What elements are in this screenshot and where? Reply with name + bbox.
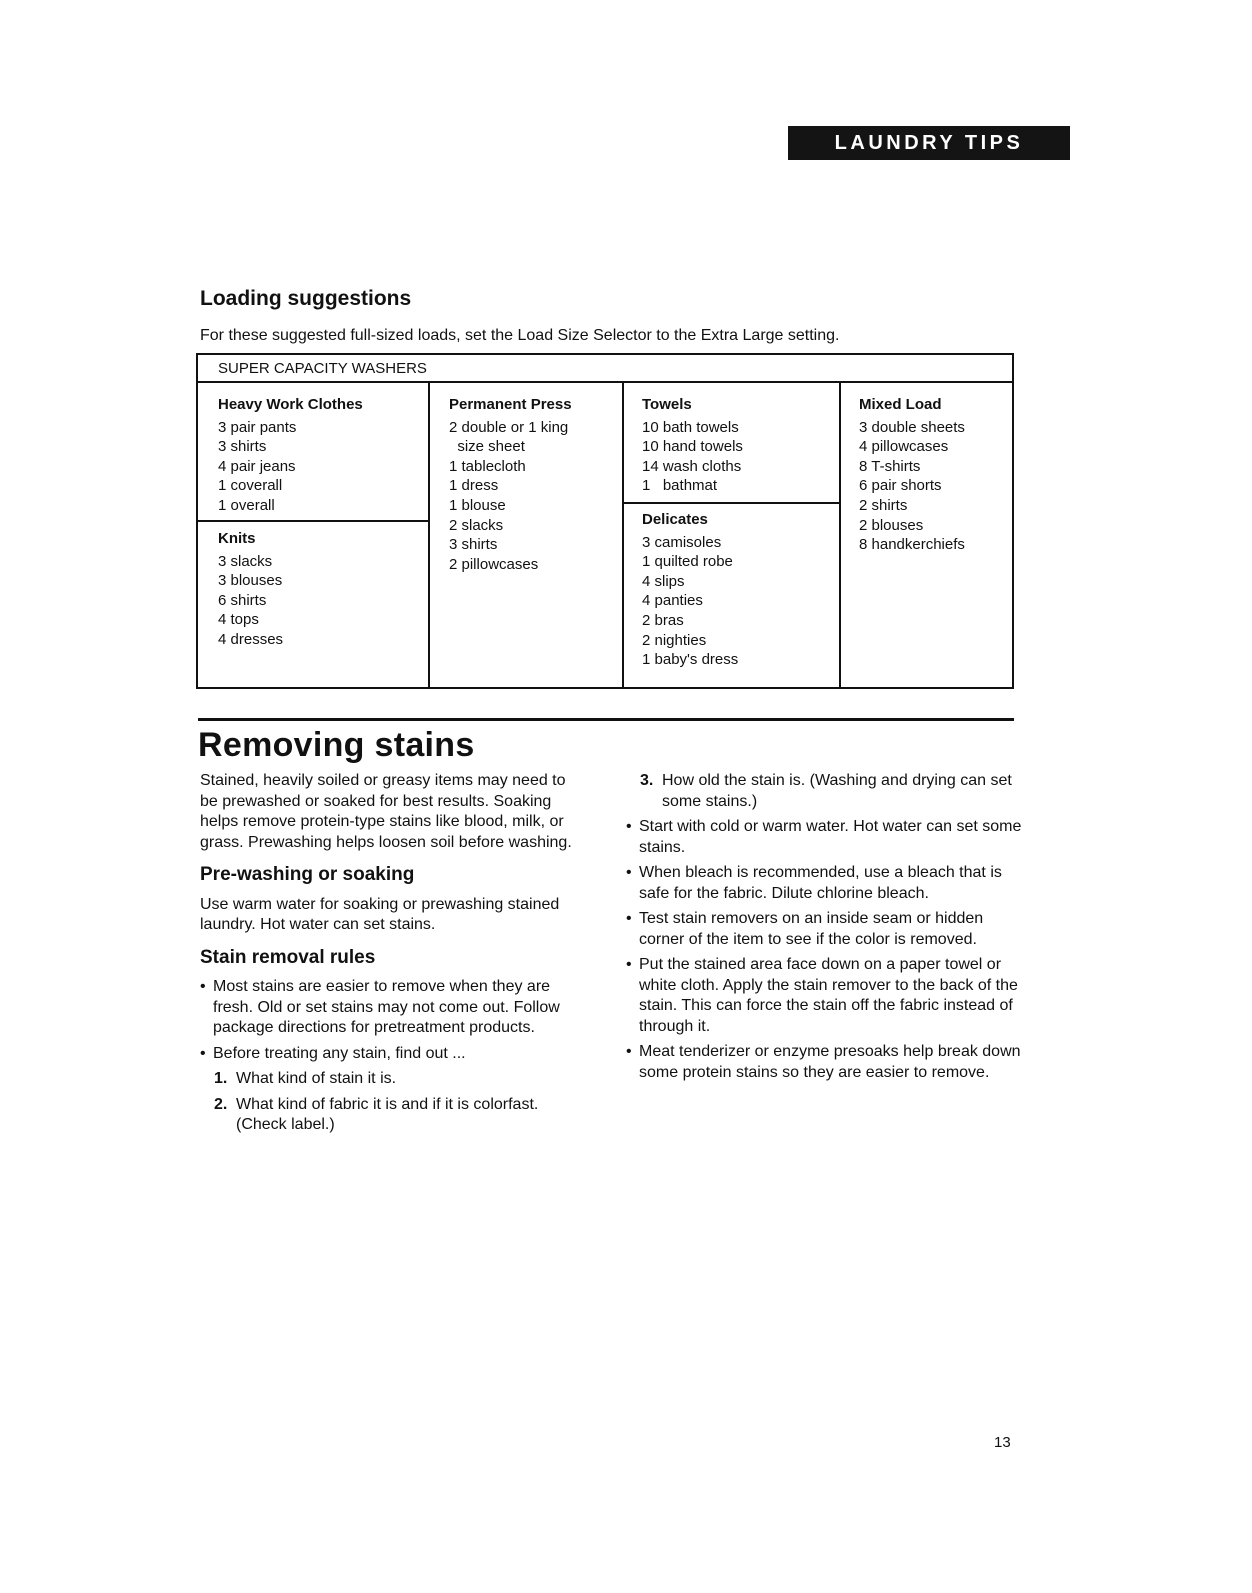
table-divider — [198, 381, 1012, 383]
load-item: 2 shirts — [859, 496, 908, 514]
section-rule — [198, 718, 1014, 721]
load-item: 3 slacks — [218, 552, 273, 570]
table-divider — [198, 520, 430, 522]
load-item: 1 bathmat — [642, 477, 718, 495]
stain-tips-list — [626, 817, 1026, 1083]
load-group-title: Delicates — [642, 511, 708, 528]
load-item: 8 handkerchiefs — [859, 536, 965, 554]
table-divider — [622, 381, 624, 687]
removing-stains-heading: Removing stains — [198, 726, 475, 764]
load-item: 2 slacks — [449, 516, 504, 534]
load-item: 3 pair pants — [218, 418, 297, 436]
loading-intro: For these suggested full-sized loads, set the Load Size Selector to the Extra Large setting. — [200, 327, 840, 344]
list-item: • Meat tenderizer or enzyme presoaks help break down some protein stains so they are easier to remove. — [626, 1042, 1026, 1083]
list-item: • Test stain removers on an inside seam or hidden corner of the item to see if the color is removed. — [626, 909, 1026, 950]
load-item: 14 wash cloths — [642, 457, 742, 475]
load-item: size sheet — [449, 438, 525, 456]
load-item: 4 pair jeans — [218, 457, 296, 475]
list-item: • Before treating any stain, find out ... — [200, 1044, 578, 1065]
table-divider — [839, 381, 841, 687]
load-group-title: Permanent Press — [449, 396, 572, 413]
load-group-mixed-load — [859, 395, 965, 555]
list-item: 2. What kind of fabric it is and if it is colorfast. (Check label.) — [214, 1095, 539, 1133]
load-item: 2 bras — [642, 611, 684, 629]
load-item: 1 quilted robe — [642, 553, 733, 571]
load-item: 10 hand towels — [642, 438, 743, 456]
list-item: • Most stains are easier to remove when they are fresh. Old or set stains may not come out. Follow package directions for pretreatment products. — [200, 977, 578, 1039]
load-group-delicates — [642, 510, 738, 670]
load-item: 2 nighties — [642, 631, 707, 649]
section-tab-laundry-tips: LAUNDRY TIPS — [788, 126, 1070, 160]
load-group-knits — [218, 529, 283, 650]
list-item: • Start with cold or warm water. Hot water can set some stains. — [626, 817, 1026, 858]
stains-right-column — [626, 771, 1026, 1088]
load-item: 6 shirts — [218, 591, 267, 609]
stains-intro: Stained, heavily soiled or greasy items may need to be prewashed or soaked for best results. Soaking helps remove protein-type stains like blood, milk, or grass. Prewashing helps loosen soil before washing. — [200, 772, 572, 851]
prewashing-text: Use warm water for soaking or prewashing stained laundry. Hot water can set stains. — [200, 895, 560, 933]
list-item-text: How old the stain is. (Washing and drying can set some stains.) — [662, 772, 1012, 810]
load-group-title: Heavy Work Clothes — [218, 396, 363, 413]
loading-suggestions-heading: Loading suggestions — [200, 287, 412, 310]
load-group-heavy-work-clothes — [218, 395, 363, 516]
load-item: 4 slips — [642, 572, 685, 590]
load-item: 2 pillowcases — [449, 555, 539, 573]
load-item: 3 blouses — [218, 572, 283, 590]
load-group-towels — [642, 395, 743, 496]
load-item: 2 double or 1 king — [449, 418, 569, 436]
load-group-title: Towels — [642, 396, 692, 413]
load-item: 4 dresses — [218, 630, 284, 648]
list-item-text: What kind of fabric it is and if it is colorfast. (Check label.) — [236, 1095, 539, 1133]
load-item: 4 tops — [218, 611, 259, 629]
load-item: 1 dress — [449, 477, 499, 495]
find-out-list — [200, 1069, 578, 1136]
load-item: 6 pair shorts — [859, 477, 942, 495]
load-item: 2 blouses — [859, 516, 924, 534]
load-item: 1 baby's dress — [642, 651, 739, 669]
load-item: 1 overall — [218, 496, 275, 514]
load-item: 8 T-shirts — [859, 457, 921, 475]
find-out-list-continued — [626, 771, 1026, 812]
load-item: 1 blouse — [449, 496, 506, 514]
load-suggestions-table — [196, 353, 1014, 689]
load-item: 1 coverall — [218, 477, 283, 495]
load-item: 10 bath towels — [642, 418, 739, 436]
load-item: 4 panties — [642, 592, 703, 610]
load-group-title: Mixed Load — [859, 396, 942, 413]
load-item: 4 pillowcases — [859, 438, 949, 456]
list-item: 1. What kind of stain it is. — [214, 1070, 397, 1087]
list-item: 3. How old the stain is. (Washing and drying can set some stains.) — [640, 772, 1012, 810]
stains-left-column — [200, 771, 578, 1141]
load-group-title: Knits — [218, 530, 256, 547]
stain-rules-heading: Stain removal rules — [200, 946, 376, 968]
list-item-text: What kind of stain it is. — [236, 1070, 397, 1087]
table-divider — [428, 381, 430, 687]
list-item: • Put the stained area face down on a paper towel or white cloth. Apply the stain remover to the back of the stain. This can force the stain off the fabric instead of through it. — [626, 955, 1026, 1037]
table-divider — [622, 502, 841, 504]
prewashing-heading: Pre-washing or soaking — [200, 864, 415, 885]
load-item: 3 shirts — [218, 438, 267, 456]
table-title: SUPER CAPACITY WASHERS — [218, 360, 427, 377]
load-item: 3 camisoles — [642, 533, 722, 551]
list-item: • When bleach is recommended, use a bleach that is safe for the fabric. Dilute chlorine bleach. — [626, 863, 1026, 904]
load-item: 3 double sheets — [859, 418, 965, 436]
page-number: 13 — [994, 1434, 1011, 1451]
stain-rules-list — [200, 977, 578, 1064]
load-item: 3 shirts — [449, 536, 498, 554]
load-group-permanent-press — [449, 395, 572, 574]
load-item: 1 tablecloth — [449, 457, 526, 475]
